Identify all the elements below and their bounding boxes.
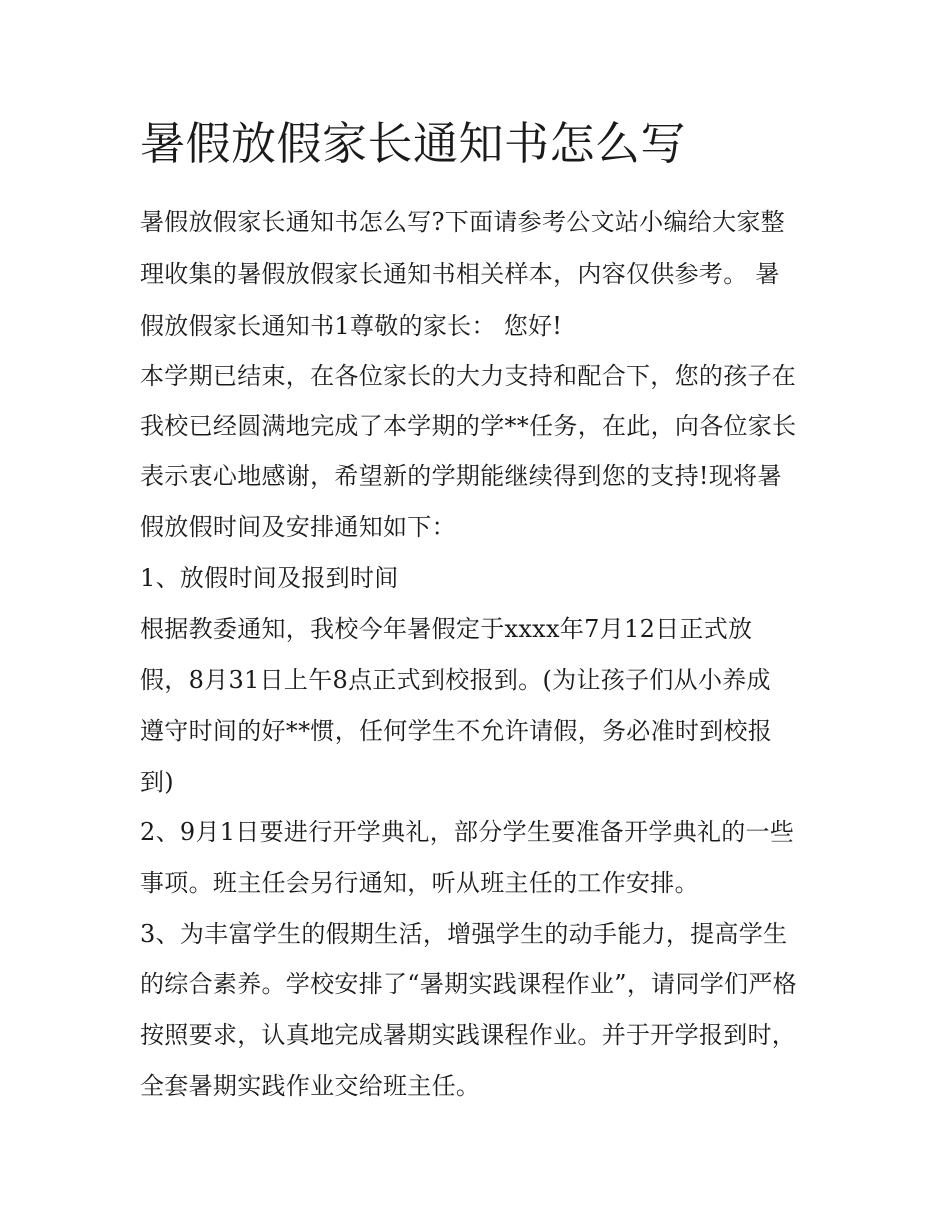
body-line-3: 假放假家长通知书1尊敬的家长： 您好!	[140, 312, 563, 340]
body-line-6: 表示衷心地感谢，希望新的学期能继续得到您的支持!现将暑	[140, 462, 782, 490]
body-line-18: 全套暑期实践作业交给班主任。	[140, 1072, 481, 1100]
body-line-11: 遵守时间的好**惯，任何学生不允许请假，务必准时到校报	[140, 717, 773, 745]
body-line-7: 假放假时间及安排通知如下：	[140, 513, 456, 541]
body-line-16: 的综合素养。学校安排了“暑期实践课程作业”，请同学们严格	[140, 970, 797, 998]
document-title: 暑假放假家长通知书怎么写	[140, 117, 687, 170]
body-line-9: 根据教委通知，我校今年暑假定于xxxx年7月12日正式放	[140, 615, 753, 643]
body-line-10: 假，8月31日上午8点正式到校报到。(为让孩子们从小养成	[140, 666, 771, 694]
body-line-4: 本学期已结束，在各位家长的大力支持和配合下，您的孩子在	[140, 362, 797, 390]
body-line-1: 暑假放假家长通知书怎么写?下面请参考公文站小编给大家整	[140, 208, 785, 236]
body-line-5: 我校已经圆满地完成了本学期的学**任务，在此，向各位家长	[140, 412, 797, 440]
body-line-17: 按照要求，认真地完成暑期实践课程作业。并于开学报到时，	[140, 1021, 797, 1049]
section-heading-1: 1、放假时间及报到时间	[140, 564, 399, 592]
body-line-13: 2、9月1日要进行开学典礼，部分学生要准备开学典礼的一些	[140, 818, 795, 846]
body-line-15: 3、为丰富学生的假期生活，增强学生的动手能力，提高学生	[140, 920, 788, 948]
body-line-14: 事项。班主任会另行通知，听从班主任的工作安排。	[140, 869, 699, 897]
body-line-2: 理收集的暑假放假家长通知书相关样本，内容仅供参考。 暑	[140, 260, 780, 288]
body-line-12: 到)	[140, 768, 174, 796]
